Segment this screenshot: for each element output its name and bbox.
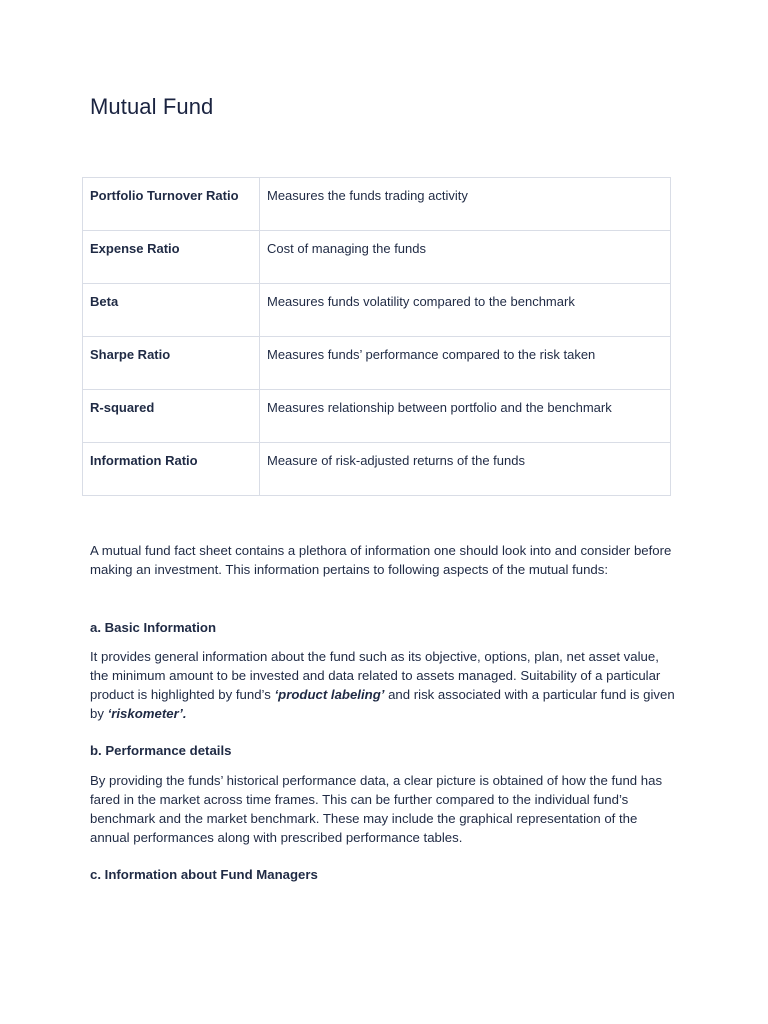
ratio-definition: Measures the funds trading activity — [260, 178, 671, 231]
table-row — [83, 337, 671, 390]
table-row — [83, 443, 671, 496]
product-labeling-term: ‘product labeling’ — [274, 687, 385, 702]
ratio-definition: Measures relationship between portfolio and the benchmark — [260, 390, 671, 443]
basic-information-paragraph — [90, 647, 675, 723]
ratio-term: Expense Ratio — [83, 231, 260, 284]
ratio-term: Beta — [83, 284, 260, 337]
ratio-definition: Measure of risk-adjusted returns of the funds — [260, 443, 671, 496]
basic-text-part-1: It provides general information about the fund such as its objective, options, plan, net asset value, the minimum amount to be invested and data related to assets managed. Suitability of a particular product is highlighted by fund’s — [90, 649, 661, 702]
table-row — [83, 390, 671, 443]
ratio-definition: Measures funds volatility compared to the benchmark — [260, 284, 671, 337]
ratio-term: Sharpe Ratio — [83, 337, 260, 390]
page-title: Mutual Fund — [90, 94, 214, 119]
basic-text-part-2: and risk associated with a particular fund is given by — [90, 687, 675, 721]
ratio-term: Portfolio Turnover Ratio — [83, 178, 260, 231]
ratio-term: Information Ratio — [83, 443, 260, 496]
performance-details-paragraph: By providing the funds’ historical performance data, a clear picture is obtained of how the fund has fared in the market across time frames. This can be further compared to the individual fund’s benchmark and the market benchmark. These may include the graphical representation of the annual performances along with prescribed performance tables. — [90, 773, 663, 845]
table-row — [83, 284, 671, 337]
section-heading-basic-information: a. Basic Information — [90, 620, 217, 635]
intro-paragraph: A mutual fund fact sheet contains a plethora of information one should look into and consider before making an investment. This information pertains to following aspects of the mutual funds: — [90, 543, 672, 577]
ratio-definition: Cost of managing the funds — [260, 231, 671, 284]
section-heading-performance-details: b. Performance details — [90, 743, 232, 758]
section-heading-fund-managers: c. Information about Fund Managers — [90, 867, 318, 882]
ratio-term: R-squared — [83, 390, 260, 443]
table-row — [83, 178, 671, 231]
table-row — [83, 231, 671, 284]
ratios-table — [82, 177, 671, 496]
riskometer-term: ‘riskometer’. — [107, 706, 187, 721]
ratio-definition: Measures funds’ performance compared to the risk taken — [260, 337, 671, 390]
